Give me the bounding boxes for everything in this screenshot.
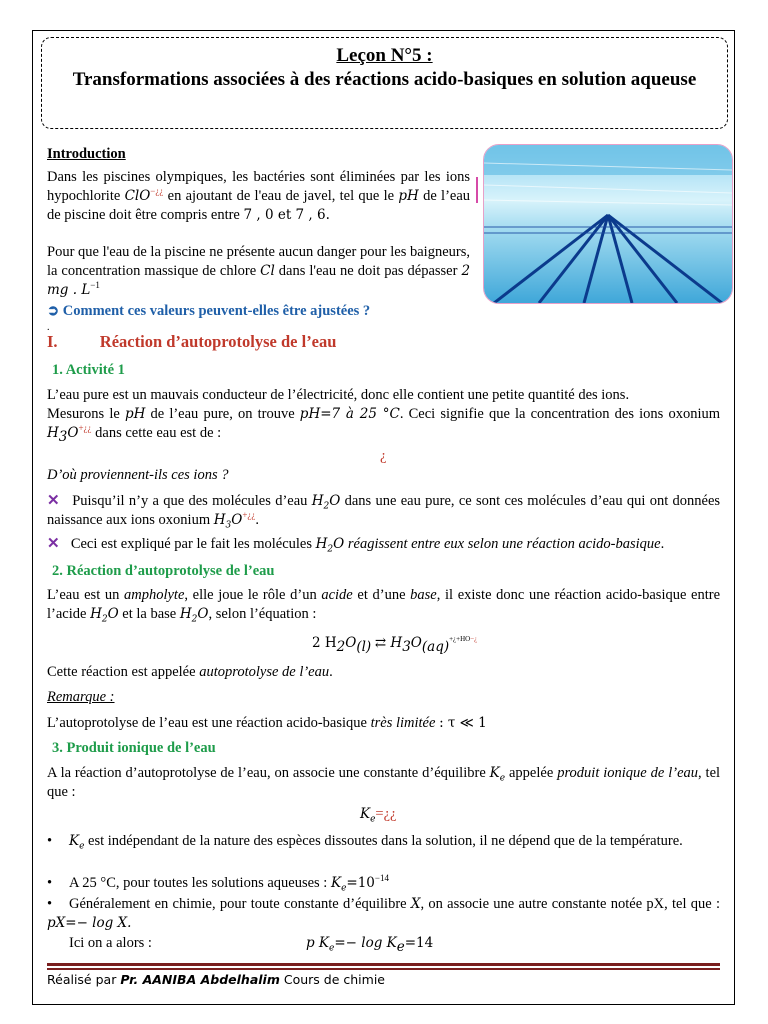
lesson-title: Transformations associées à des réactions acido-basiques en solution aqueuse [72, 69, 697, 90]
remark-heading: Remarque : [47, 689, 115, 705]
lesson-title-box [41, 37, 728, 129]
intro-question: ➲ Comment ces valeurs peuvent-elles être ajustées ? [47, 303, 371, 319]
activity-3-heading: 3. Produit ionique de l’eau [52, 740, 216, 756]
author-name: Pr. AANIBA Abdelhalim [120, 972, 280, 987]
activity-1-question: D’où proviennent-ils ces ions ? [47, 467, 229, 483]
pke-intro: Ici on a alors : [69, 935, 152, 951]
footer-rule-thin [47, 968, 720, 970]
list-item-ke-temperature: • $K_e$ est indépendant de la nature des espèces dissoutes dans la solution, il ne dépend que de la température. [47, 833, 683, 852]
activity-2-heading: 2. Réaction d’autoprotolyse de l’eau [52, 563, 275, 579]
pool-illustration [484, 145, 732, 303]
swimming-pool-image [483, 144, 733, 304]
section-1-title: I. Réaction d’autoprotolyse de l’eau [47, 332, 337, 351]
centered-placeholder: ¿ [380, 448, 387, 464]
remark-text: L’autoprotolyse de l’eau est une réaction acido-basique très limitée : τ ≪ 1 [47, 715, 487, 731]
small-mark: . [47, 322, 50, 333]
footer: Réalisé par Pr. AANIBA Abdelhalim Cours de chimie [47, 972, 385, 987]
activity-2-paragraph-2: Cette réaction est appelée autoprotolyse de l’eau. [47, 664, 333, 680]
footer-rule-thick [47, 963, 720, 966]
activity-3-paragraph-1: A la réaction d’autoprotolyse de l’eau, on associe une constante d’équilibre $K_e$ appelée produit ionique de l’eau, tel que : [47, 765, 721, 800]
image-resize-handle[interactable] [476, 177, 478, 203]
lesson-number: Leçon N°5 : [336, 45, 433, 66]
ke-definition: $K_e=¿¿$ [360, 806, 397, 825]
bullet-1: ✕ Puisqu’il n’y a que des molécules d’eau $H_2O$ dans une eau pure, ce sont ces molécules d’eau qui ont données naissance aux ions oxonium $H_3O^{+¿¿}$. [47, 493, 721, 531]
autoprotolysis-equation: 2 $H_2O_{(l)}$ ⇄ $H_3O_{(aq)}^{+¿+HO-¿}$ [312, 635, 478, 655]
arrow-right-icon: ➲ [47, 303, 60, 319]
pke-equation: p $K_e=- \log K_e=14$ [306, 935, 434, 955]
activity-2-paragraph-1: L’eau est un ampholyte, elle joue le rôle d’un acide et d’une base, il existe donc une réaction acido-basique entre l’acide $H_2O$ et la base $H_2O$, selon l’équation : [47, 587, 721, 625]
activity-1-paragraph-2: Mesurons le pH de l’eau pure, on trouve pH=7 à 25 °C. Ceci signifie que la concentration des ions oxonium $H_3O^{+¿¿}$ dans cette eau est de : [47, 406, 720, 445]
intro-heading: Introduction [47, 146, 126, 162]
list-item-px-definition: • Généralement en chimie, pour toute constante d’équilibre X, on associe une autre constante notée pX, tel que : pX=− log X. [47, 896, 721, 931]
intro-paragraph-1: Dans les piscines olympiques, les bactéries sont éliminées par les ions hypochlorite ClO−¿¿ en ajoutant de l'eau de javel, tel que le pH de l’eau de piscine doit être compris entre 7 , 0 et 7 , 6. [47, 169, 471, 223]
list-item-ke-value: • A 25 °C, pour toutes les solutions aqueuses : $K_e=10^{-14}$ [47, 873, 389, 894]
cross-bullet-icon: ✕ [47, 536, 60, 552]
bullet-2: ✕ Ceci est expliqué par le fait les molécules $H_2O$ réagissent entre eux selon une réaction acido-basique. [47, 536, 665, 555]
activity-1-paragraph-1: L’eau pure est un mauvais conducteur de l’électricité, donc elle contient une petite quantité des ions. [47, 387, 630, 403]
intro-paragraph-2: Pour que l'eau de la piscine ne présente aucun danger pour les baigneurs, la concentration massique de chlore Cl dans l'eau ne doit pas dépasser 2 mg . $L^{-1}$ [47, 244, 471, 298]
cross-bullet-icon: ✕ [47, 493, 60, 509]
activity-1-heading: 1. Activité 1 [52, 362, 125, 378]
